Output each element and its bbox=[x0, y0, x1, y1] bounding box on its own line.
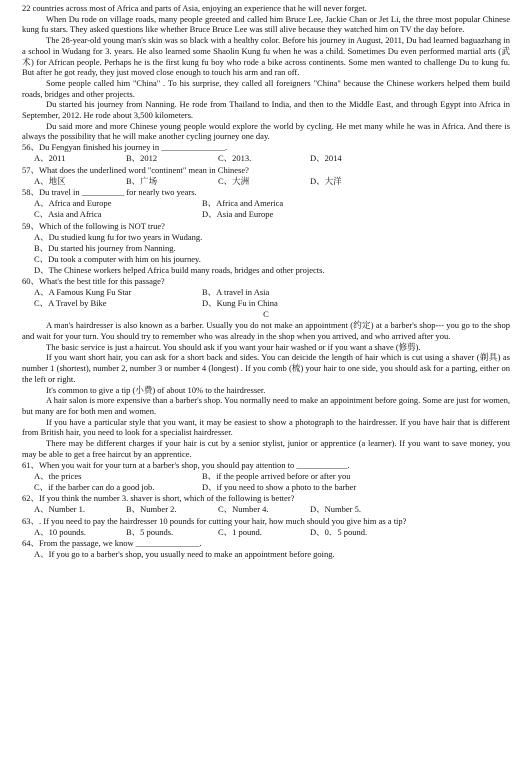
question-options bbox=[22, 287, 510, 298]
question-options bbox=[22, 198, 510, 209]
passage-paragraph: A hair salon is more expensive than a barber's shop. You normally need to make an appointment before going. Some are just for women, but many are for both men and women. bbox=[22, 395, 510, 416]
option-c[interactable]: C、Du took a computer with him on his journey. bbox=[34, 253, 201, 264]
option-b[interactable]: B、Du started his journey from Nanning. bbox=[34, 242, 176, 253]
option-d[interactable]: D、if you need to show a photo to the barber bbox=[202, 481, 357, 492]
passage-paragraph: If you have a particular style that you want, it may be easiest to show a photograph to the hairdresser. If you have hair that is different from British hair, you need to look for a specialist hairdresser. bbox=[22, 416, 510, 438]
option-c[interactable]: C、Number 4. bbox=[218, 504, 269, 515]
question-stem: 56、Du Fengyan finished his journey in _______________. bbox=[22, 142, 228, 153]
section-letter: C bbox=[263, 309, 269, 320]
question-stem: 63、. If you need to pay the hairdresser 10 pounds for cutting your hair, how much should you give him as a tip? bbox=[22, 515, 407, 526]
question-stem: 57、What does the underlined word "continent" mean in Chinese? bbox=[22, 164, 249, 175]
question-stem: 58、Du travel in __________ for nearly two years. bbox=[22, 186, 197, 197]
question-stem: 61、When you wait for your turn at a barber's shop, you should pay attention to ____________. bbox=[22, 459, 350, 470]
option-a[interactable]: A、Number 1. bbox=[34, 504, 85, 515]
option-c[interactable]: C、1 pound. bbox=[218, 526, 262, 537]
option-c[interactable]: C、2013. bbox=[218, 153, 252, 164]
option-b[interactable]: B、if the people arrived before or after you bbox=[202, 470, 351, 481]
passage-paragraph: A man's hairdresser is also known as a barber. Usually you do not make an appointment (约定) at a barber's shop--- you go to the shop and wait for your turn. You should try to remember who was already in the shop when you arrived, and who arrived after you. bbox=[22, 320, 510, 342]
passage-paragraph: Du said more and more Chinese young people would explore the world by cycling. He met many while he was in Africa. And there is always the possibility that he will make another cycling journey one day. bbox=[22, 120, 510, 142]
passage-paragraph: It's common to give a tip (小费) of about 10% to the hairdresser. bbox=[46, 384, 266, 395]
passage-paragraph: There may be different charges if your hair is cut by a senior stylist, junior or apprentice (a learner). If you want to save money, you may be able to get a free haircut by an apprentice. bbox=[22, 438, 510, 459]
question-options bbox=[22, 209, 510, 220]
option-c[interactable]: C、Asia and Africa bbox=[34, 209, 102, 220]
question-options bbox=[22, 176, 510, 187]
option-a[interactable]: A、10 pounds. bbox=[34, 526, 86, 537]
option-d[interactable]: D、大洋 bbox=[310, 175, 342, 186]
option-d[interactable]: D、Asia and Europe bbox=[202, 209, 274, 220]
option-b[interactable]: B、广场 bbox=[126, 175, 158, 186]
passage-paragraph: Some people called him "China" . To his surprise, they called all foreigners "China" because the Chinese workers helped them build roads, bridges and other projects. bbox=[22, 77, 510, 99]
option-c[interactable]: C、if the barber can do a good job. bbox=[34, 481, 155, 492]
question-stem: 60、What's the best title for this passage? bbox=[22, 275, 165, 286]
question-options bbox=[22, 153, 510, 164]
option-d[interactable]: D、The Chinese workers helped Africa build many roads, bridges and other projects. bbox=[34, 264, 325, 275]
question-stem: 64、From the passage, we know _______________. bbox=[22, 537, 202, 548]
option-a[interactable]: A、the prices bbox=[34, 470, 82, 481]
exam-page bbox=[22, 3, 510, 560]
option-c[interactable]: C、A Travel by Bike bbox=[34, 298, 107, 309]
passage-paragraph: The 28-year-old young man's skin was so black with a healthy color. Before his journey in August, 2011, Du had learned baguazhang in a school in Wudang for 3. years. He also learned some Shaolin Kung fu when he was a child. Sometimes Du even performed martial arts (武术) for African people. Perhaps he is the first kung fu boy who rode a bike across continents. Some men wanted to challenge Du to kung fu. But after he got ready, they just moved close enough to touch his arm and ran off. bbox=[22, 35, 510, 78]
question-options bbox=[22, 471, 510, 482]
question-options bbox=[22, 527, 510, 538]
option-d[interactable]: D、Number 5. bbox=[310, 504, 361, 515]
option-a[interactable]: A、Du studied kung fu for two years in Wudang. bbox=[34, 231, 203, 242]
passage-paragraph: 22 countries across most of Africa and parts of Asia, enjoying an experience that he will never forget. bbox=[22, 3, 367, 13]
option-d[interactable]: D、0．5 pound. bbox=[310, 526, 368, 537]
option-b[interactable]: B、2012 bbox=[126, 153, 158, 164]
question-options bbox=[22, 298, 510, 309]
option-c[interactable]: C、大洲 bbox=[218, 175, 250, 186]
option-a[interactable]: A、If you go to a barber's shop, you usually need to make an appointment before going. bbox=[34, 549, 335, 560]
passage-paragraph: Du started his journey from Nanning. He rode from Thailand to India, and then to the Middle East, and through Egypt into Africa in September, 2012. He rode about 3,500 kilometers. bbox=[22, 99, 510, 121]
option-b[interactable]: B、A travel in Asia bbox=[202, 286, 270, 297]
option-a[interactable]: A、地区 bbox=[34, 175, 66, 186]
option-b[interactable]: B、5 pounds. bbox=[126, 526, 174, 537]
option-a[interactable]: A、A Famous Kung Fu Star bbox=[34, 286, 132, 297]
option-a[interactable]: A、2011 bbox=[34, 153, 66, 164]
question-stem: 59、Which of the following is NOT true? bbox=[22, 220, 165, 231]
question-stem: 62、If you think the number 3. shaver is short, which of the following is better? bbox=[22, 493, 295, 504]
option-d[interactable]: D、Kung Fu in China bbox=[202, 298, 278, 309]
option-a[interactable]: A、Africa and Europe bbox=[34, 198, 112, 209]
passage-paragraph: The basic service is just a haircut. You should ask if you want your hair washed or if you want a shave (修剪). bbox=[46, 341, 421, 352]
passage-paragraph: If you want short hair, you can ask for a short back and sides. You can deicide the length of hair which is cut using a shaver (剃具) as number 1 (shortest), number 2, number 3 or number 4 (longest) . If you comb (梳) your hair to one side, you should ask for a parting, either on the left or right. bbox=[22, 352, 510, 384]
passage-paragraph: When Du rode on village roads, many people greeted and called him Bruce Lee, Jackie Chan or Jet Li, the three most popular Chinese kung fu stars. They asked questions like whether Bruce Bruce Lee was still alive because they watched him on TV the day before. bbox=[22, 13, 510, 35]
option-b[interactable]: B、Number 2. bbox=[126, 504, 177, 515]
option-b[interactable]: B、Africa and America bbox=[202, 198, 284, 209]
question-options bbox=[22, 482, 510, 493]
option-d[interactable]: D、2014 bbox=[310, 153, 342, 164]
question-options bbox=[22, 504, 510, 515]
